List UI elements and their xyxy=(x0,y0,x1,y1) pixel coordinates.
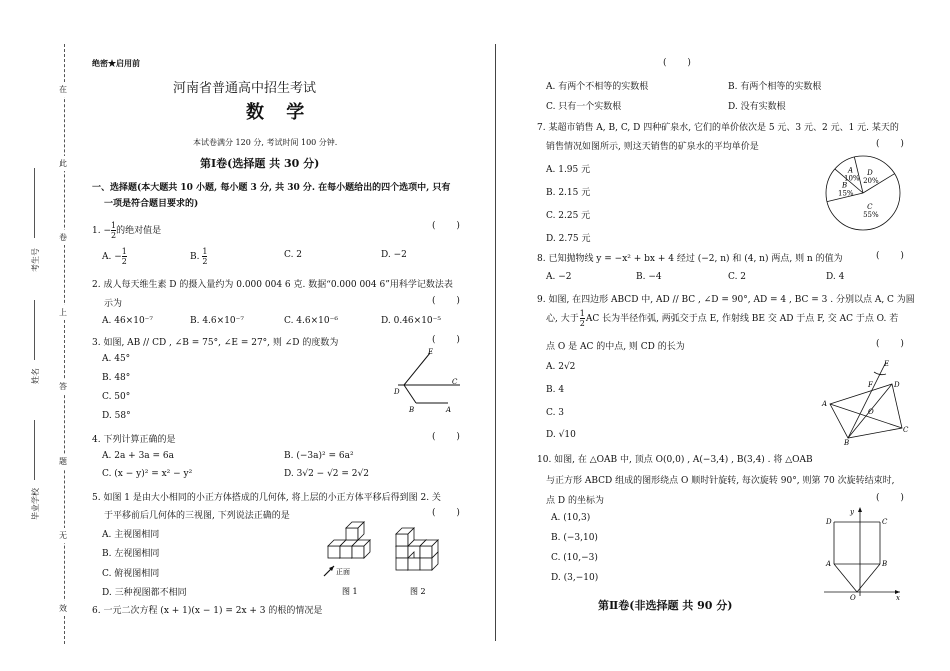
answer-paren: ( ) xyxy=(876,339,904,349)
column-divider xyxy=(495,44,496,641)
svg-text:图 2: 图 2 xyxy=(410,587,426,596)
q9-option-d[interactable]: D. √10 xyxy=(546,430,576,440)
q8-option-b[interactable]: B. −4 xyxy=(636,272,662,282)
q3-option-c[interactable]: C. 50° xyxy=(102,392,131,402)
answer-paren: ( ) xyxy=(663,58,691,68)
svg-text:D: D xyxy=(394,388,400,396)
q8-option-c[interactable]: C. 2 xyxy=(728,272,747,282)
binding-char: 在 xyxy=(59,82,67,97)
binding-char: 效 xyxy=(59,601,67,616)
q10-option-d[interactable]: D. (3,−10) xyxy=(551,573,599,583)
binding-char: 题 xyxy=(59,454,67,469)
question-9-cont2: 点 O 是 AC 的中点, 则 CD 的长为 xyxy=(546,342,685,352)
part1-title: 第Ⅰ卷(选择题 共 30 分) xyxy=(200,157,320,170)
q6-option-a[interactable]: A. 有两个不相等的实数根 xyxy=(546,82,649,92)
question-7: 7. 某超市销售 A, B, C, D 四种矿泉水, 它们的单价依次是 5 元、3 元、2 元、1 元. 某天的 xyxy=(537,123,899,133)
svg-text:A: A xyxy=(822,400,828,408)
question-1: 1. − $\frac{1}{2}$ 的绝对值是 xyxy=(92,221,162,240)
q3-option-d[interactable]: D. 58° xyxy=(102,411,131,421)
q7-pie-chart xyxy=(818,152,908,234)
pie-slice-label: B xyxy=(842,181,848,190)
exam-note: 本试卷满分 120 分, 考试时间 100 分钟. xyxy=(193,138,338,147)
question-4: 4. 下列计算正确的是 xyxy=(92,435,176,445)
q1-option-a[interactable]: A. − $\frac{1}{2}$ xyxy=(102,247,127,266)
q6-option-d[interactable]: D. 没有实数根 xyxy=(728,102,786,112)
q1-option-b[interactable]: B. $\frac{1}{2}$ xyxy=(190,247,208,266)
svg-text:x: x xyxy=(896,594,900,602)
subject-title: 数 学 xyxy=(246,102,313,123)
svg-text:A: A xyxy=(446,406,452,414)
question-9-cont: 心, 大于 $\frac{1}{2}$ AC 长为半径作弧, 两弧交于点 E, 作射线 BE 交 AD 于点 F, 交 AC 于点 O. 若 xyxy=(546,309,899,328)
svg-text:B: B xyxy=(882,560,888,568)
q10-option-a[interactable]: A. (10,3) xyxy=(551,513,591,523)
question-7-cont: 销售情况如图所示, 则这天销售的矿泉水的平均单价是 xyxy=(546,142,759,152)
question-5-cont: 于平移前后几何体的三视图, 下列说法正确的是 xyxy=(104,511,290,521)
q10-figure xyxy=(820,504,902,602)
q2-option-a[interactable]: A. 46×10⁻⁷ xyxy=(102,316,154,326)
pie-slice-percent: 55% xyxy=(863,211,879,220)
pie-slice-percent: 15% xyxy=(838,189,854,198)
binding-char: 答 xyxy=(59,379,67,394)
q2-option-c[interactable]: C. 4.6×10⁻⁶ xyxy=(284,316,338,326)
question-10: 10. 如图, 在 △OAB 中, 顶点 O(0,0) , A(−3,4) , B(3,4) . 将 △OAB xyxy=(537,455,813,465)
pie-slice-label: C xyxy=(867,203,873,212)
section1-instructions: 一、选择题(本大题共 10 小题, 每小题 3 分, 共 30 分. 在每小题给出的四个选项中, 只有 xyxy=(92,183,451,193)
svg-text:图 1: 图 1 xyxy=(342,587,358,596)
binding-dashed-line xyxy=(64,44,65,644)
q4-option-b[interactable]: B. (−3a)² = 6a² xyxy=(284,451,354,461)
q7-option-b[interactable]: B. 2.15 元 xyxy=(546,188,591,198)
q9-option-c[interactable]: C. 3 xyxy=(546,408,565,418)
answer-paren: ( ) xyxy=(432,221,460,231)
label-student-number: 考生号 xyxy=(31,248,40,272)
fill-line-name xyxy=(34,300,35,360)
svg-text:A: A xyxy=(826,560,832,568)
svg-text:E: E xyxy=(428,348,434,356)
question-2-cont: 示为 xyxy=(104,299,123,309)
part2-title: 第Ⅱ卷(非选择题 共 90 分) xyxy=(598,599,733,612)
svg-text:C: C xyxy=(452,378,458,386)
answer-paren: ( ) xyxy=(432,432,460,442)
q2-option-d[interactable]: D. 0.46×10⁻⁵ xyxy=(381,316,442,326)
label-name: 姓名 xyxy=(31,368,40,384)
svg-text:D: D xyxy=(826,518,832,526)
q10-option-c[interactable]: C. (10,−3) xyxy=(551,553,598,563)
question-5: 5. 如图 1 是由大小相同的小正方体搭成的几何体, 将上层的小正方体平移后得到图 2. 关 xyxy=(92,493,441,503)
pie-slice-label: A xyxy=(848,166,854,175)
q8-option-d[interactable]: D. 4 xyxy=(826,272,845,282)
q3-option-a[interactable]: A. 45° xyxy=(102,354,131,364)
fill-line-student-number xyxy=(34,168,35,238)
pie-slice-percent: 10% xyxy=(844,174,860,183)
q5-option-d[interactable]: D. 三种视图都不相同 xyxy=(102,588,187,598)
q6-option-c[interactable]: C. 只有一个实数根 xyxy=(546,102,622,112)
svg-text:C: C xyxy=(882,518,888,526)
q8-option-a[interactable]: A. −2 xyxy=(546,272,572,282)
question-3: 3. 如图, AB // CD , ∠B = 75°, ∠E = 27°, 则 ∠D 的度数为 xyxy=(92,338,339,348)
q9-option-b[interactable]: B. 4 xyxy=(546,385,565,395)
q7-option-c[interactable]: C. 2.25 元 xyxy=(546,211,591,221)
binding-char: 卷 xyxy=(59,230,67,245)
label-school: 毕业学校 xyxy=(31,488,40,520)
svg-text:O: O xyxy=(850,594,856,602)
q4-option-c[interactable]: C. (x − y)² = x² − y² xyxy=(102,469,193,479)
q2-option-b[interactable]: B. 4.6×10⁻⁷ xyxy=(190,316,244,326)
question-6: 6. 一元二次方程 (x + 1)(x − 1) = 2x + 3 的根的情况是 xyxy=(92,606,323,616)
q5-figures xyxy=(318,520,468,598)
pie-slice-label: D xyxy=(867,168,873,177)
answer-paren: ( ) xyxy=(432,335,460,345)
binding-char: 此 xyxy=(59,156,67,171)
svg-text:B: B xyxy=(844,439,850,446)
question-9: 9. 如图, 在四边形 ABCD 中, AD // BC , ∠D = 90°, AD = 4 , BC = 3 . 分别以点 A, C 为圆 xyxy=(537,295,915,305)
svg-text:D: D xyxy=(894,381,900,389)
question-10-cont2: 点 D 的坐标为 xyxy=(546,496,604,506)
fill-line-school xyxy=(34,420,35,480)
q5-option-c[interactable]: C. 俯视图相同 xyxy=(102,569,160,579)
q9-option-a[interactable]: A. 2√2 xyxy=(546,362,576,372)
answer-paren: ( ) xyxy=(432,508,460,518)
svg-text:C: C xyxy=(903,426,909,434)
q10-option-b[interactable]: B. (−3,10) xyxy=(551,533,598,543)
section1-instructions-cont: 一项是符合题目要求的) xyxy=(104,199,199,209)
pie-slice-percent: 20% xyxy=(863,176,879,185)
q7-option-d[interactable]: D. 2.75 元 xyxy=(546,234,591,244)
q9-figure xyxy=(818,354,910,446)
svg-text:O: O xyxy=(868,408,874,416)
svg-text:E: E xyxy=(884,360,890,368)
answer-paren: ( ) xyxy=(876,493,904,503)
answer-paren: ( ) xyxy=(876,251,904,261)
binding-char: 无 xyxy=(59,528,67,543)
answer-paren: ( ) xyxy=(432,296,460,306)
q4-option-d[interactable]: D. 3√2 − √2 = 2√2 xyxy=(284,469,369,479)
q1-option-c[interactable]: C. 2 xyxy=(284,250,303,260)
q4-option-a[interactable]: A. 2a + 3a = 6a xyxy=(102,451,175,461)
exam-title: 河南省普通高中招生考试 xyxy=(173,81,317,96)
question-2: 2. 成人每天维生素 D 的摄入量约为 0.000 004 6 克. 数据“0.000 004 6”用科学记数法表 xyxy=(92,280,453,290)
answer-paren: ( ) xyxy=(876,139,904,149)
q5-option-a[interactable]: A. 主视图相同 xyxy=(102,530,160,540)
q7-option-a[interactable]: A. 1.95 元 xyxy=(546,165,591,175)
q1-option-d[interactable]: D. −2 xyxy=(381,250,407,260)
binding-char: 上 xyxy=(59,305,67,320)
svg-text:B: B xyxy=(409,406,415,414)
q6-option-b[interactable]: B. 有两个相等的实数根 xyxy=(728,82,822,92)
question-10-cont: 与正方形 ABCD 组成的图形绕点 O 顺时针旋转, 每次旋转 90°, 则第 70 次旋转结束时, xyxy=(546,476,895,486)
svg-text:y: y xyxy=(850,508,854,516)
q5-option-b[interactable]: B. 左视图相同 xyxy=(102,549,160,559)
svg-text:F: F xyxy=(868,381,873,389)
q3-option-b[interactable]: B. 48° xyxy=(102,373,131,383)
confidential-mark: 绝密★启用前 xyxy=(92,58,140,68)
svg-text:正面: 正面 xyxy=(336,568,350,576)
q3-figure xyxy=(390,345,470,417)
question-8: 8. 已知抛物线 y = −x² + bx + 4 经过 (−2, n) 和 (4, n) 两点, 则 n 的值为 xyxy=(537,254,843,264)
